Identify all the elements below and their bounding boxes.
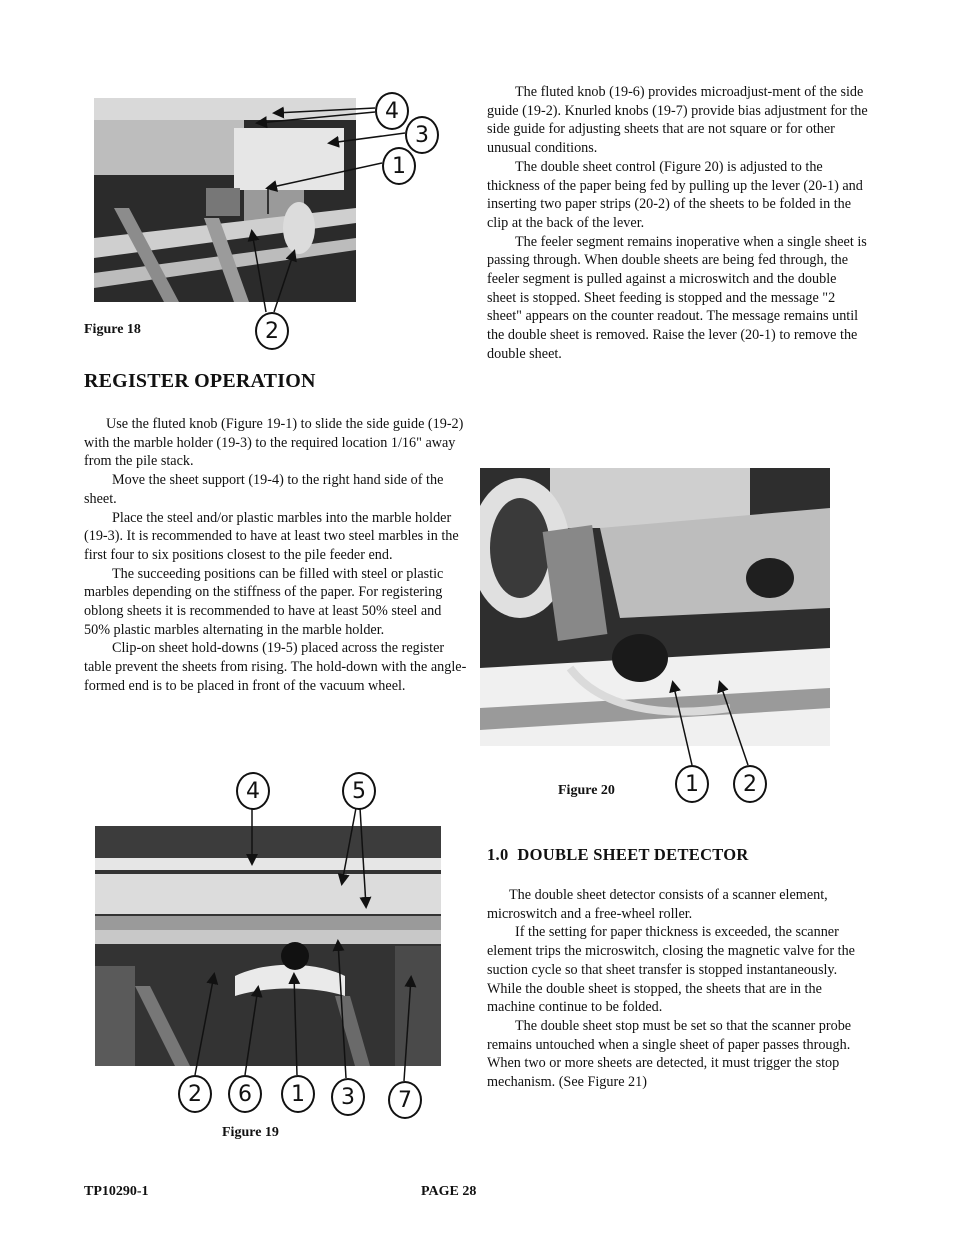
paragraph: The double sheet control (Figure 20) is adjusted to the thickness of the paper being fed by pulling up the lever (20-1) and inserting two paper strips (20-2) of the sheets to be folded in the clip at the back of the lever.	[487, 158, 863, 231]
figure-18-caption: Figure 18	[84, 322, 141, 337]
fig19-callout-1: 1	[281, 1075, 315, 1113]
fig19-callout-6: 6	[228, 1075, 262, 1113]
fig19-callout-5: 5	[342, 772, 376, 810]
fig18-callout-2: 2	[255, 312, 289, 350]
paragraph: Move the sheet support (19-4) to the right hand side of the sheet.	[84, 472, 444, 507]
fig19-callout-7: 7	[388, 1081, 422, 1119]
document-id: TP10290-1	[84, 1184, 149, 1199]
section-heading-register-operation: REGISTER OPERATION	[84, 370, 316, 392]
fig19-callout-2: 2	[178, 1075, 212, 1113]
paragraph: Use the fluted knob (Figure 19-1) to slide the side guide (19-2) with the marble holder (19-3) to the required location 1/16" away from the pile stack.	[84, 416, 464, 470]
section-heading-double-sheet-detector: 1.0 DOUBLE SHEET DETECTOR	[487, 845, 749, 864]
paragraph: The feeler segment remains inoperative when a single sheet is passing through. When double sheets are being fed through, the feeler segment is pulled against a microswitch and the double sheet is stopped. Sheet feeding is stopped and the message "2 sheet" appears on the counter readout. The message remains until the double sheet is removed. Raise the lever (20-1) to remove the double sheet.	[487, 233, 867, 362]
fig20-callout-1: 1	[675, 765, 709, 803]
figure-19-caption: Figure 19	[222, 1125, 279, 1140]
fig18-callout-4: 4	[375, 92, 409, 130]
paragraph: The double sheet stop must be set so that the scanner probe remains untouched when a single sheet of paper passes through. When two or more sheets are detected, it must trigger the stop mechanism. (See Figure 21)	[487, 1017, 852, 1091]
paragraph: The double sheet detector consists of a scanner element, microswitch and a free-wheel roller.	[487, 887, 828, 922]
paragraph: If the setting for paper thickness is exceeded, the scanner element trips the microswitch, closing the magnetic valve for the suction cycle so that sheet transfer is stopped instantaneously. While the double sheet is stopped, the sheets that are in the machine continue to be folded.	[487, 924, 855, 1016]
fig19-callout-4: 4	[236, 772, 270, 810]
figure-20-caption: Figure 20	[558, 783, 615, 798]
fig20-callout-2: 2	[733, 765, 767, 803]
page-number: PAGE 28	[421, 1184, 477, 1199]
paragraph: The succeeding positions can be filled with steel or plastic marbles depending on the stiffness of the paper. For registering oblong sheets it is recommended to have at least 50% steel and 50% plastic marbles alternating in the marble holder.	[84, 565, 444, 638]
double-sheet-detector-body	[487, 886, 869, 1092]
paragraph: Clip-on sheet hold-downs (19-5) placed across the register table prevent the sheets from rising. The hold-down with the angle-formed end is to be placed in front of the vacuum wheel.	[84, 640, 467, 694]
paragraph: Place the steel and/or plastic marbles into the marble holder (19-3). It is recommended to have at least two steel marbles in the first four to six positions closest to the pile feeder end.	[84, 509, 459, 563]
paragraph: The fluted knob (19-6) provides microadjust-ment of the side guide (19-2). Knurled knobs (19-7) provide bias adjustment for the side guide for adjusting sheets that are not square or for other unusual conditions.	[487, 84, 868, 157]
fig18-callout-3: 3	[405, 116, 439, 154]
fig19-callout-3: 3	[331, 1078, 365, 1116]
fig18-callout-1: 1	[382, 147, 416, 185]
